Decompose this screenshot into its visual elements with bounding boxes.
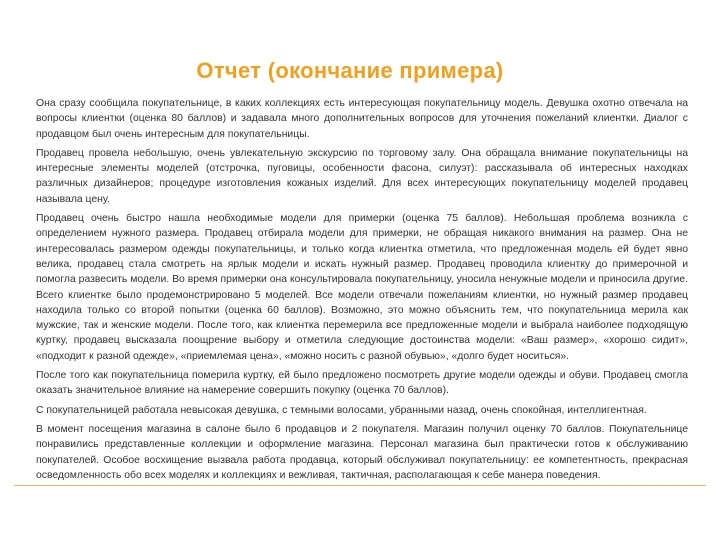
paragraph-consultation: Она сразу сообщила покупательнице, в каких коллекциях есть интересующая покупательницу модель. Девушка охотно отвечала на вопросы клиентки (оценка 80 баллов) и задавала много дополнительных вопросов для уточнения пожеланий клиентки. Диалог с продавцом был очень интересным для покупательницы.	[36, 98, 688, 140]
footer-divider	[14, 485, 706, 486]
paragraph-store-summary: В момент посещения магазина в салоне было 6 продавцов и 2 покупателя. Магазин получил оценку 70 баллов. Покупательнице понравились представленные коллекции и оформление магазина. Персонал магазина был практически готов к обслуживанию покупателей. Особое восхищение вызвала работа продавца, который обслуживал покупательницу: ее компетентность, прекрасная осведомленность обо всех моделях и коллекциях и вежливая, тактичная, располагающая к себе манера поведения.	[36, 423, 688, 481]
slide-title: Отчет (окончание примера)	[196, 58, 504, 83]
paragraph-purchase-influence: После того как покупательница померила куртку, ей было предложено посмотреть другие модели одежды и обуви. Продавец смогла оказать значительное влияние на намерение совершить покупку (оценка 70 баллов).	[36, 370, 688, 397]
paragraph-seller-description: С покупательницей работала невысокая девушка, с темными волосами, убранными назад, очень спокойная, интеллигентная.	[36, 404, 647, 416]
paragraph-fitting: Продавец очень быстро нашла необходимые модели для примерки (оценка 75 баллов). Небольшая проблема возникла с определением нужного размера. Продавец отбирала модели для примерки, не обращая никакого внимания на размер. Она не интересовалась размером одежды покупательницы, и только когда клиентка отметила, что предложенная модель ей будет явно велика, продавец стала смотреть на ярлык модели и искать нужный размер. Продавец проводила клиентку до примерочной и помогла развесить модели. Во время примерки она консультировала покупательницу, уносила ненужные модели и приносила другие. Всего клиентке было продемонстрировано 5 моделей. Все модели отвечали пожеланиям клиентки, но нужный размер продавец находила только со второй попытки (оценка 60 баллов). Возможно, это можно объяснить тем, что покупательница мерила как мужские, так и женские модели. После того, как клиентка перемерила все предложенные модели и выбрала наиболее подходящую куртку, продавец высказала поощрение выбору и отметила следующие достоинства модели: «Ваш размер», «хорошо сидит», «подходит к разной одежде», «приемлемая цена», «можно носить с разной обувью», «долго будет носиться».	[36, 213, 688, 362]
paragraph-store-tour: Продавец провела небольшую, очень увлекательную экскурсию по торговому залу. Она обращала внимание покупательницы на интересные элементы моделей (отстрочка, пуговицы, особенности фасона, силуэт): рассказывала об интересных находках различных дизайнеров; процедуре изготовления кожаных изделий. Для всех интересующих покупательницу моделей продавец называла цену.	[36, 147, 688, 205]
report-body	[36, 96, 688, 487]
